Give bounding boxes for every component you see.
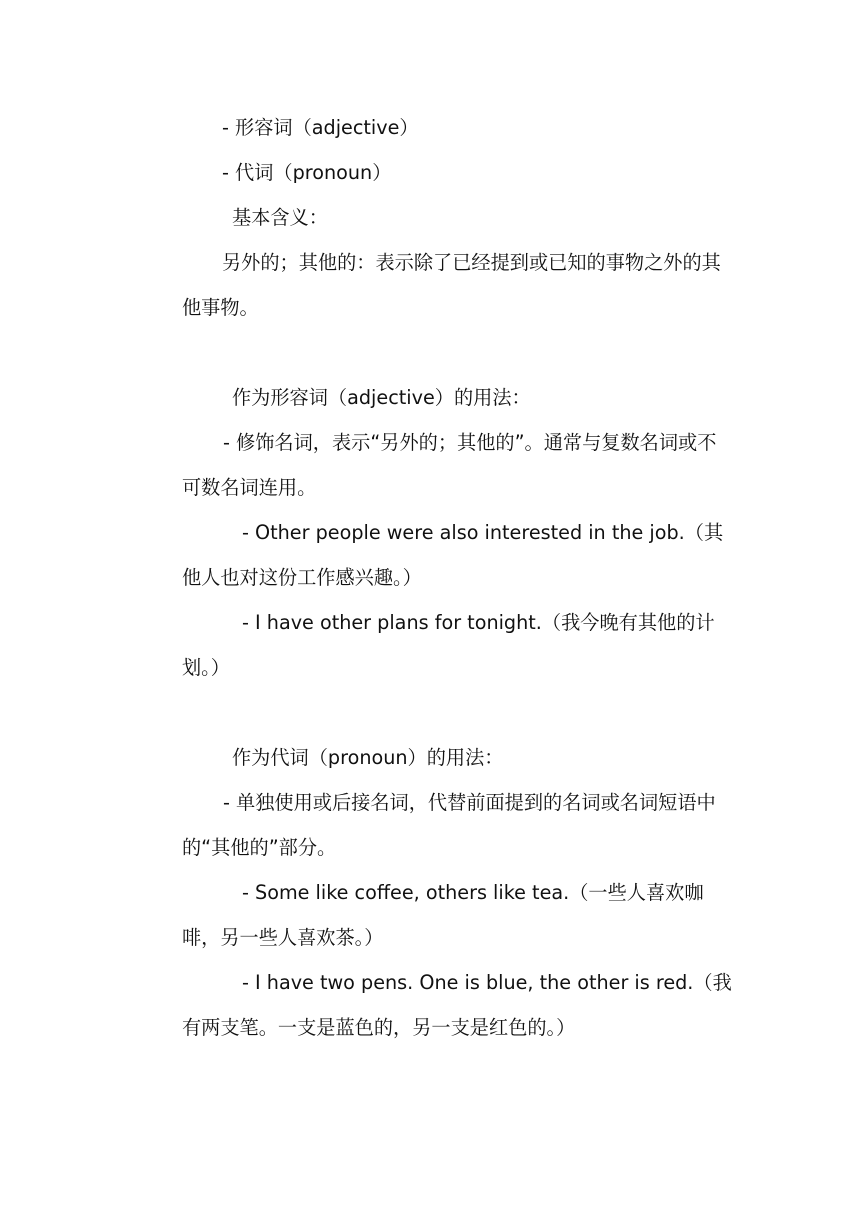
pos-pronoun-line: - 代词（pronoun） <box>222 161 392 184</box>
document-body <box>182 105 734 1050</box>
blank-line <box>182 330 734 375</box>
pronoun-usage-rule: - 单独使用或后接名词，代替前面提到的名词或名词短语中的“其他的”部分。 <box>182 791 716 859</box>
pronoun-example: - Some like coffee, others like tea.（一些人喜欢咖啡，另一些人喜欢茶。） <box>182 881 704 949</box>
blank-line <box>182 690 734 735</box>
pronoun-usage-heading: 作为代词（pronoun）的用法： <box>232 746 504 769</box>
basic-meaning-heading: 基本含义： <box>232 206 328 229</box>
basic-meaning-text: 另外的；其他的：表示除了已经提到或已知的事物之外的其他事物。 <box>182 251 721 319</box>
adjective-usage-rule: - 修饰名词，表示“另外的；其他的”。通常与复数名词或不可数名词连用。 <box>182 431 717 499</box>
adjective-example: - I have other plans for tonight.（我今晚有其他的计划。） <box>182 611 715 679</box>
adjective-usage-heading: 作为形容词（adjective）的用法： <box>232 386 531 409</box>
pronoun-example: - I have two pens. One is blue, the other is red.（我有两支笔。一支是蓝色的，另一支是红色的。） <box>182 971 732 1039</box>
adjective-example: - Other people were also interested in the job.（其他人也对这份工作感兴趣。） <box>182 521 724 589</box>
pos-adjective-line: - 形容词（adjective） <box>222 116 419 139</box>
